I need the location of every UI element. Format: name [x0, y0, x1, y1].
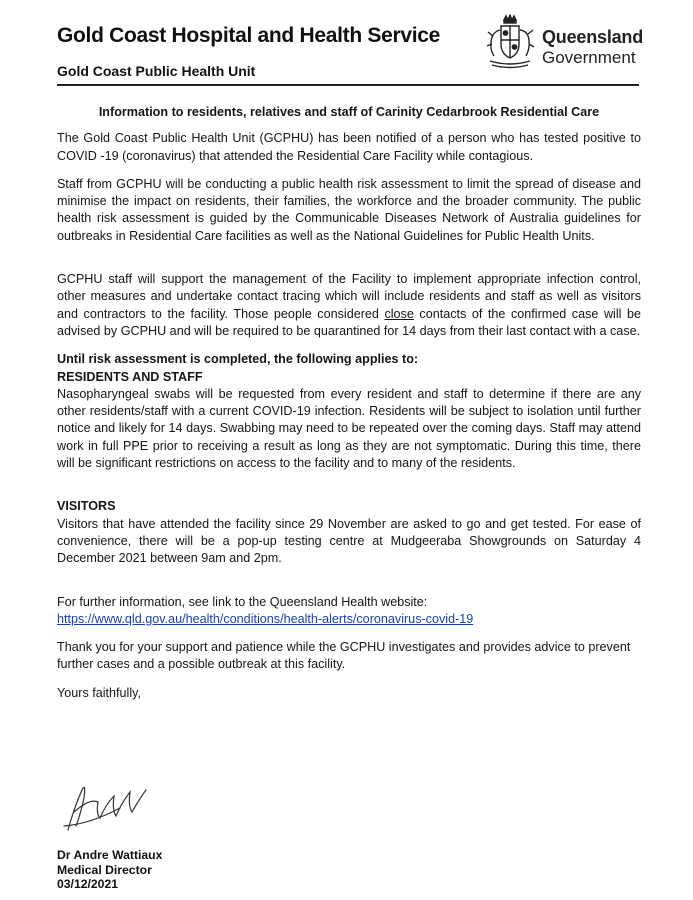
logo-queensland-text: Queensland: [542, 27, 644, 47]
further-info-text: For further information, see link to the Queensland Health website:: [57, 594, 428, 609]
paragraph-contact-tracing: [57, 271, 641, 340]
letter-heading: Information to residents, relatives and staff of Carinity Cedarbrook Residential Care: [98, 105, 600, 119]
paragraph-risk-assessment: Staff from GCPHU will be conducting a public health risk assessment to limit the spread of disease and minimise the impact on residents, their families, the workforce and the broader community. The public health risk assessment is guided by the Communicable Diseases Network of Australia guidelines for outbreaks in Residential Care facilities as well as the National Guidelines for Public Health Units.: [57, 176, 641, 243]
signatory-title: Medical Director: [57, 862, 152, 877]
contact-tracing-text-start: GCPHU staff will support the management of the Facility to implement appropriate infection control, other measures and undertake contact tracing which will include residents and staff as well as visitors and contractors to the facility. Those people considered: [57, 272, 641, 321]
visitors-text: Visitors that have attended the facility since 29 November are asked to go and get tested. For ease of convenience, there will be a pop-up testing centre at Mudgeeraba Showgrounds on Saturday 4 December 2021 between 9am and 2pm.: [57, 516, 641, 566]
qld-health-website-link[interactable]: https://www.qld.gov.au/health/conditions/health-alerts/coronavirus-covid-19: [57, 611, 474, 626]
letter-body: [57, 104, 641, 702]
signoff-block: [57, 848, 162, 892]
queensland-coat-of-arms-icon: [484, 14, 536, 72]
queensland-government-logo: [484, 14, 644, 72]
handwritten-signature: [60, 768, 170, 838]
logo-government-text: Government: [542, 48, 636, 67]
letter-date: 03/12/2021: [57, 877, 118, 891]
close-contacts-underlined: close: [384, 306, 414, 321]
contact-tracing-text-end: contacts of the confirmed case will be advised by GCPHU and will be required to be quarantined for 14 days from their last contact with a case.: [57, 306, 641, 338]
paragraph-notification: The Gold Coast Public Health Unit (GCPHU) has been notified of a person who has tested positive to COVID -19 (coronavirus) that attended the Residential Care Facility while contagious.: [57, 131, 641, 163]
thanks-paragraph: Thank you for your support and patience while the GCPHU investigates and provides advice to prevent further cases and a possible outbreak at this facility.: [57, 640, 631, 672]
signatory-name: Dr Andre Wattiaux: [57, 848, 163, 862]
risk-assessment-heading: Until risk assessment is completed, the following applies to:: [57, 352, 419, 367]
closing-salutation: Yours faithfully,: [57, 685, 142, 700]
unit-subtitle: Gold Coast Public Health Unit: [57, 63, 256, 79]
organisation-title: Gold Coast Hospital and Health Service: [57, 24, 441, 47]
visitors-heading: VISITORS: [57, 499, 116, 514]
residents-staff-text: Nasopharyngeal swabs will be requested from every resident and staff to determine if there are any other residents/staff with a current COVID-19 infection. Residents will be subject to isolation until further notice and likely for 14 days. Swabbing may need to be repeated over the coming days. Staff may attend work in full PPE prior to receiving a result as long as they are not symptomatic. During this time, there will be significant restrictions on access to the facility and to many of the residents.: [57, 386, 641, 471]
header-divider: [57, 84, 639, 86]
residents-staff-heading: RESIDENTS AND STAFF: [57, 369, 203, 384]
